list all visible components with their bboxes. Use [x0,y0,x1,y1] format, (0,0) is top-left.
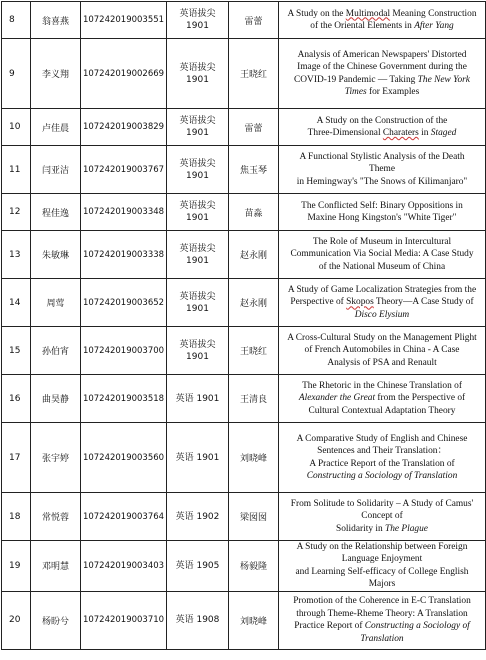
thesis-title-segment: Theory—A Case Study of [373,297,474,308]
thesis-title-line [283,608,481,620]
row-number: 15 [2,327,31,375]
thesis-title-segment: Disco Elysium [354,309,410,320]
supervisor-name: 赵永刚 [229,279,279,327]
thesis-title-line [283,176,481,188]
thesis-title-line [283,392,481,404]
thesis-title [279,375,486,423]
thesis-title-line [283,523,481,535]
row-number: 10 [2,109,31,146]
thesis-title-line [283,445,481,457]
thesis-title-line [283,433,481,445]
supervisor-name: 王清良 [229,375,279,423]
thesis-title-segment: and Learning Self-efficacy of College English [295,566,469,577]
thesis-title-segment: A Cross-Cultural Study on the Management Plight [287,332,477,343]
student-name: 卢佳晨 [31,109,81,146]
table-row [2,39,486,109]
table-row [2,194,486,231]
thesis-title-line [283,620,481,632]
table-row [2,493,486,541]
thesis-title-line [283,332,481,344]
thesis-title-line [283,200,481,212]
thesis-title-segment: A Study on the Construction of the [316,115,448,126]
thesis-title-line [283,578,481,590]
thesis-title-segment: Charaters [382,128,419,138]
thesis-title-segment: Times [344,86,367,97]
student-name: 朱敏琳 [31,231,81,279]
table-row [2,375,486,423]
thesis-title-segment: in Hemingway's "The Snows of Kilimanjaro" [296,176,468,187]
thesis-title-segment: Solidarity in [336,523,385,534]
thesis-title-segment: Promotion of the Coherence in E-C Translation [293,596,471,607]
thesis-title-line [283,248,481,260]
table-row [2,109,486,146]
thesis-title [279,423,486,493]
thesis-title-segment: Constructing a Sociology of Translation [306,470,458,481]
thesis-title-segment: for Examples [366,86,420,97]
thesis-title-line [283,595,481,607]
thesis-title-line [283,8,481,20]
student-id: 107242019003403 [81,541,167,592]
thesis-title-segment: Analysis of PSA and Renault [327,357,437,368]
supervisor-name: 苗淼 [229,194,279,231]
table-row [2,231,486,279]
thesis-title-segment: After Yang [414,21,454,31]
thesis-title-line [283,344,481,356]
supervisor-name: 梁囡囡 [229,493,279,541]
major-class: 英语拔尖 1901 [167,279,229,327]
thesis-title [279,541,486,592]
major-class: 英语拔尖 1901 [167,2,229,39]
row-number: 11 [2,146,31,194]
supervisor-name: 王晓红 [229,39,279,109]
row-number: 18 [2,493,31,541]
thesis-title-line [283,633,481,645]
thesis-title-line [283,553,481,565]
thesis-title-line [283,86,481,98]
student-id: 107242019003518 [81,375,167,423]
student-id: 107242019003652 [81,279,167,327]
thesis-title-line [283,115,481,127]
thesis-title-segment: of French Automobiles in China - A Case [304,345,460,356]
thesis-title [279,493,486,541]
student-name: 杨盼兮 [31,591,81,649]
thesis-title-line [283,541,481,553]
thesis-title-line [283,458,481,470]
student-name: 邓明慧 [31,541,81,592]
major-class: 英语 1901 [167,375,229,423]
student-id: 107242019003700 [81,327,167,375]
major-class: 英语拔尖 1901 [167,327,229,375]
major-class: 英语拔尖 1901 [167,39,229,109]
thesis-title-segment: Analysis of American Newspapers' Distorted [297,49,467,60]
thesis-title-line [283,236,481,248]
thesis-title-segment: COVID-19 Pandemic — Taking [294,74,418,85]
thesis-title-segment: Multimodal [345,8,391,19]
thesis-title-line [283,309,481,321]
thesis-title-line [283,498,481,510]
thesis-title-segment: Three-Dimensional [307,128,383,138]
student-name: 孙伯宵 [31,327,81,375]
major-class: 英语拔尖 1901 [167,109,229,146]
thesis-title-segment: Sentences and Their Translation： [317,446,447,457]
thesis-title-line [283,163,481,175]
thesis-title-segment: Constructing a Sociology of [364,621,470,632]
thesis-title-line [283,510,481,522]
student-id: 107242019003560 [81,423,167,493]
thesis-title-segment: From Solitude to Solidarity – A Study of Camus' [290,498,474,509]
row-number: 8 [2,2,31,39]
thesis-title [279,146,486,194]
student-id: 107242019003767 [81,146,167,194]
student-id: 107242019003829 [81,109,167,146]
major-class: 英语拔尖 1901 [167,146,229,194]
thesis-title-line [283,405,481,417]
thesis-title-segment: Skopos [346,297,374,308]
thesis-title-line [283,20,481,32]
thesis-title [279,231,486,279]
major-class: 英语 1902 [167,493,229,541]
thesis-title-line [283,61,481,73]
supervisor-name: 焦玉琴 [229,146,279,194]
thesis-title-line [283,151,481,163]
student-name: 常悦蓉 [31,493,81,541]
student-id: 107242019003551 [81,2,167,39]
thesis-title [279,327,486,375]
thesis-title-segment: through Theme-Rheme Theory: A Translation [296,608,468,619]
thesis-title-line [283,127,481,139]
thesis-title-segment: The New York [417,74,470,85]
major-class: 英语 1908 [167,591,229,649]
major-class: 英语拔尖 1901 [167,194,229,231]
thesis-title-segment: Image of the Chinese Government during the [297,62,467,73]
supervisor-name: 刘晓峰 [229,591,279,649]
thesis-title-line [283,49,481,61]
student-id: 107242019002669 [81,39,167,109]
student-id: 107242019003710 [81,591,167,649]
row-number: 14 [2,279,31,327]
thesis-title [279,194,486,231]
thesis-title-segment: Translation [360,633,404,644]
thesis-title-segment: The Plague [385,523,428,534]
thesis-title-segment: Language Enjoyment [341,554,423,565]
row-number: 20 [2,591,31,649]
thesis-title-line [283,284,481,296]
thesis-title-segment: Staged [430,128,457,138]
thesis-title-segment: Communication Via Social Media: A Case Study [290,249,474,260]
thesis-title-segment: Perspective of [290,297,347,308]
thesis-title-segment: Meaning Construction [390,8,477,19]
thesis-title-segment: The Role of Museum in Intercultural [312,236,452,247]
thesis-title-segment: Alexander the Great [298,393,376,404]
thesis-title-line [283,357,481,369]
thesis-title-segment: Theme [368,164,396,175]
row-number: 17 [2,423,31,493]
thesis-title-segment: in [418,128,431,138]
table-row [2,146,486,194]
student-id: 107242019003764 [81,493,167,541]
major-class: 英语 1901 [167,423,229,493]
thesis-title-segment: Concept of [361,511,403,522]
row-number: 13 [2,231,31,279]
supervisor-name: 雷蕾 [229,109,279,146]
thesis-title-segment: The Rhetoric in the Chinese Translation of [302,380,462,391]
supervisor-name: 王晓红 [229,327,279,375]
student-name: 程佳逸 [31,194,81,231]
thesis-title-line [283,380,481,392]
table-row [2,279,486,327]
thesis-title-segment: A Study on the [287,8,346,19]
thesis-title-segment: Cultural Contextual Adaptation Theory [308,405,456,416]
thesis-title [279,279,486,327]
thesis-title-segment: The Conflicted Self: Binary Oppositions in [301,200,463,211]
row-number: 16 [2,375,31,423]
thesis-title-line [283,566,481,578]
student-name: 曲昊静 [31,375,81,423]
thesis-title-segment: A Functional Stylistic Analysis of the Death [299,151,465,162]
thesis-title-segment: A Study on the Relationship between Foreign [296,542,468,552]
thesis-table-body [2,2,486,650]
thesis-table [1,1,486,650]
student-id: 107242019003348 [81,194,167,231]
thesis-title-line [283,74,481,86]
thesis-title-segment: from the Perspective of [375,393,466,404]
thesis-title-line [283,470,481,482]
table-row [2,2,486,39]
thesis-title-line [283,261,481,273]
supervisor-name: 杨毅隆 [229,541,279,592]
thesis-title-line [283,296,481,308]
table-row [2,591,486,649]
thesis-title-segment: of the National Museum of China [318,261,446,272]
major-class: 英语 1905 [167,541,229,592]
row-number: 19 [2,541,31,592]
table-row [2,541,486,592]
student-name: 闫亚洁 [31,146,81,194]
student-name: 翁喜燕 [31,2,81,39]
student-name: 周莺 [31,279,81,327]
thesis-title-segment: Majors [368,579,396,590]
table-row [2,327,486,375]
table-row [2,423,486,493]
thesis-title-segment: A Comparative Study of English and Chinese [296,433,468,444]
supervisor-name: 雷蕾 [229,2,279,39]
thesis-title-segment: Practice Report of [294,621,365,632]
student-name: 张宇婷 [31,423,81,493]
thesis-title [279,39,486,109]
thesis-title-segment: Maxine Hong Kingston's "White Tiger" [307,213,457,223]
row-number: 12 [2,194,31,231]
student-name: 李义翔 [31,39,81,109]
supervisor-name: 赵永刚 [229,231,279,279]
thesis-title [279,2,486,39]
thesis-title [279,109,486,146]
thesis-title [279,591,486,649]
major-class: 英语拔尖 1901 [167,231,229,279]
student-id: 107242019003338 [81,231,167,279]
supervisor-name: 刘晓峰 [229,423,279,493]
thesis-title-segment: A Study of Game Localization Strategies from the [287,284,477,295]
thesis-title-line [283,212,481,224]
thesis-title-segment: of the Oriental Elements in [310,21,415,31]
row-number: 9 [2,39,31,109]
thesis-title-segment: A Practice Report of the Translation of [309,458,455,469]
